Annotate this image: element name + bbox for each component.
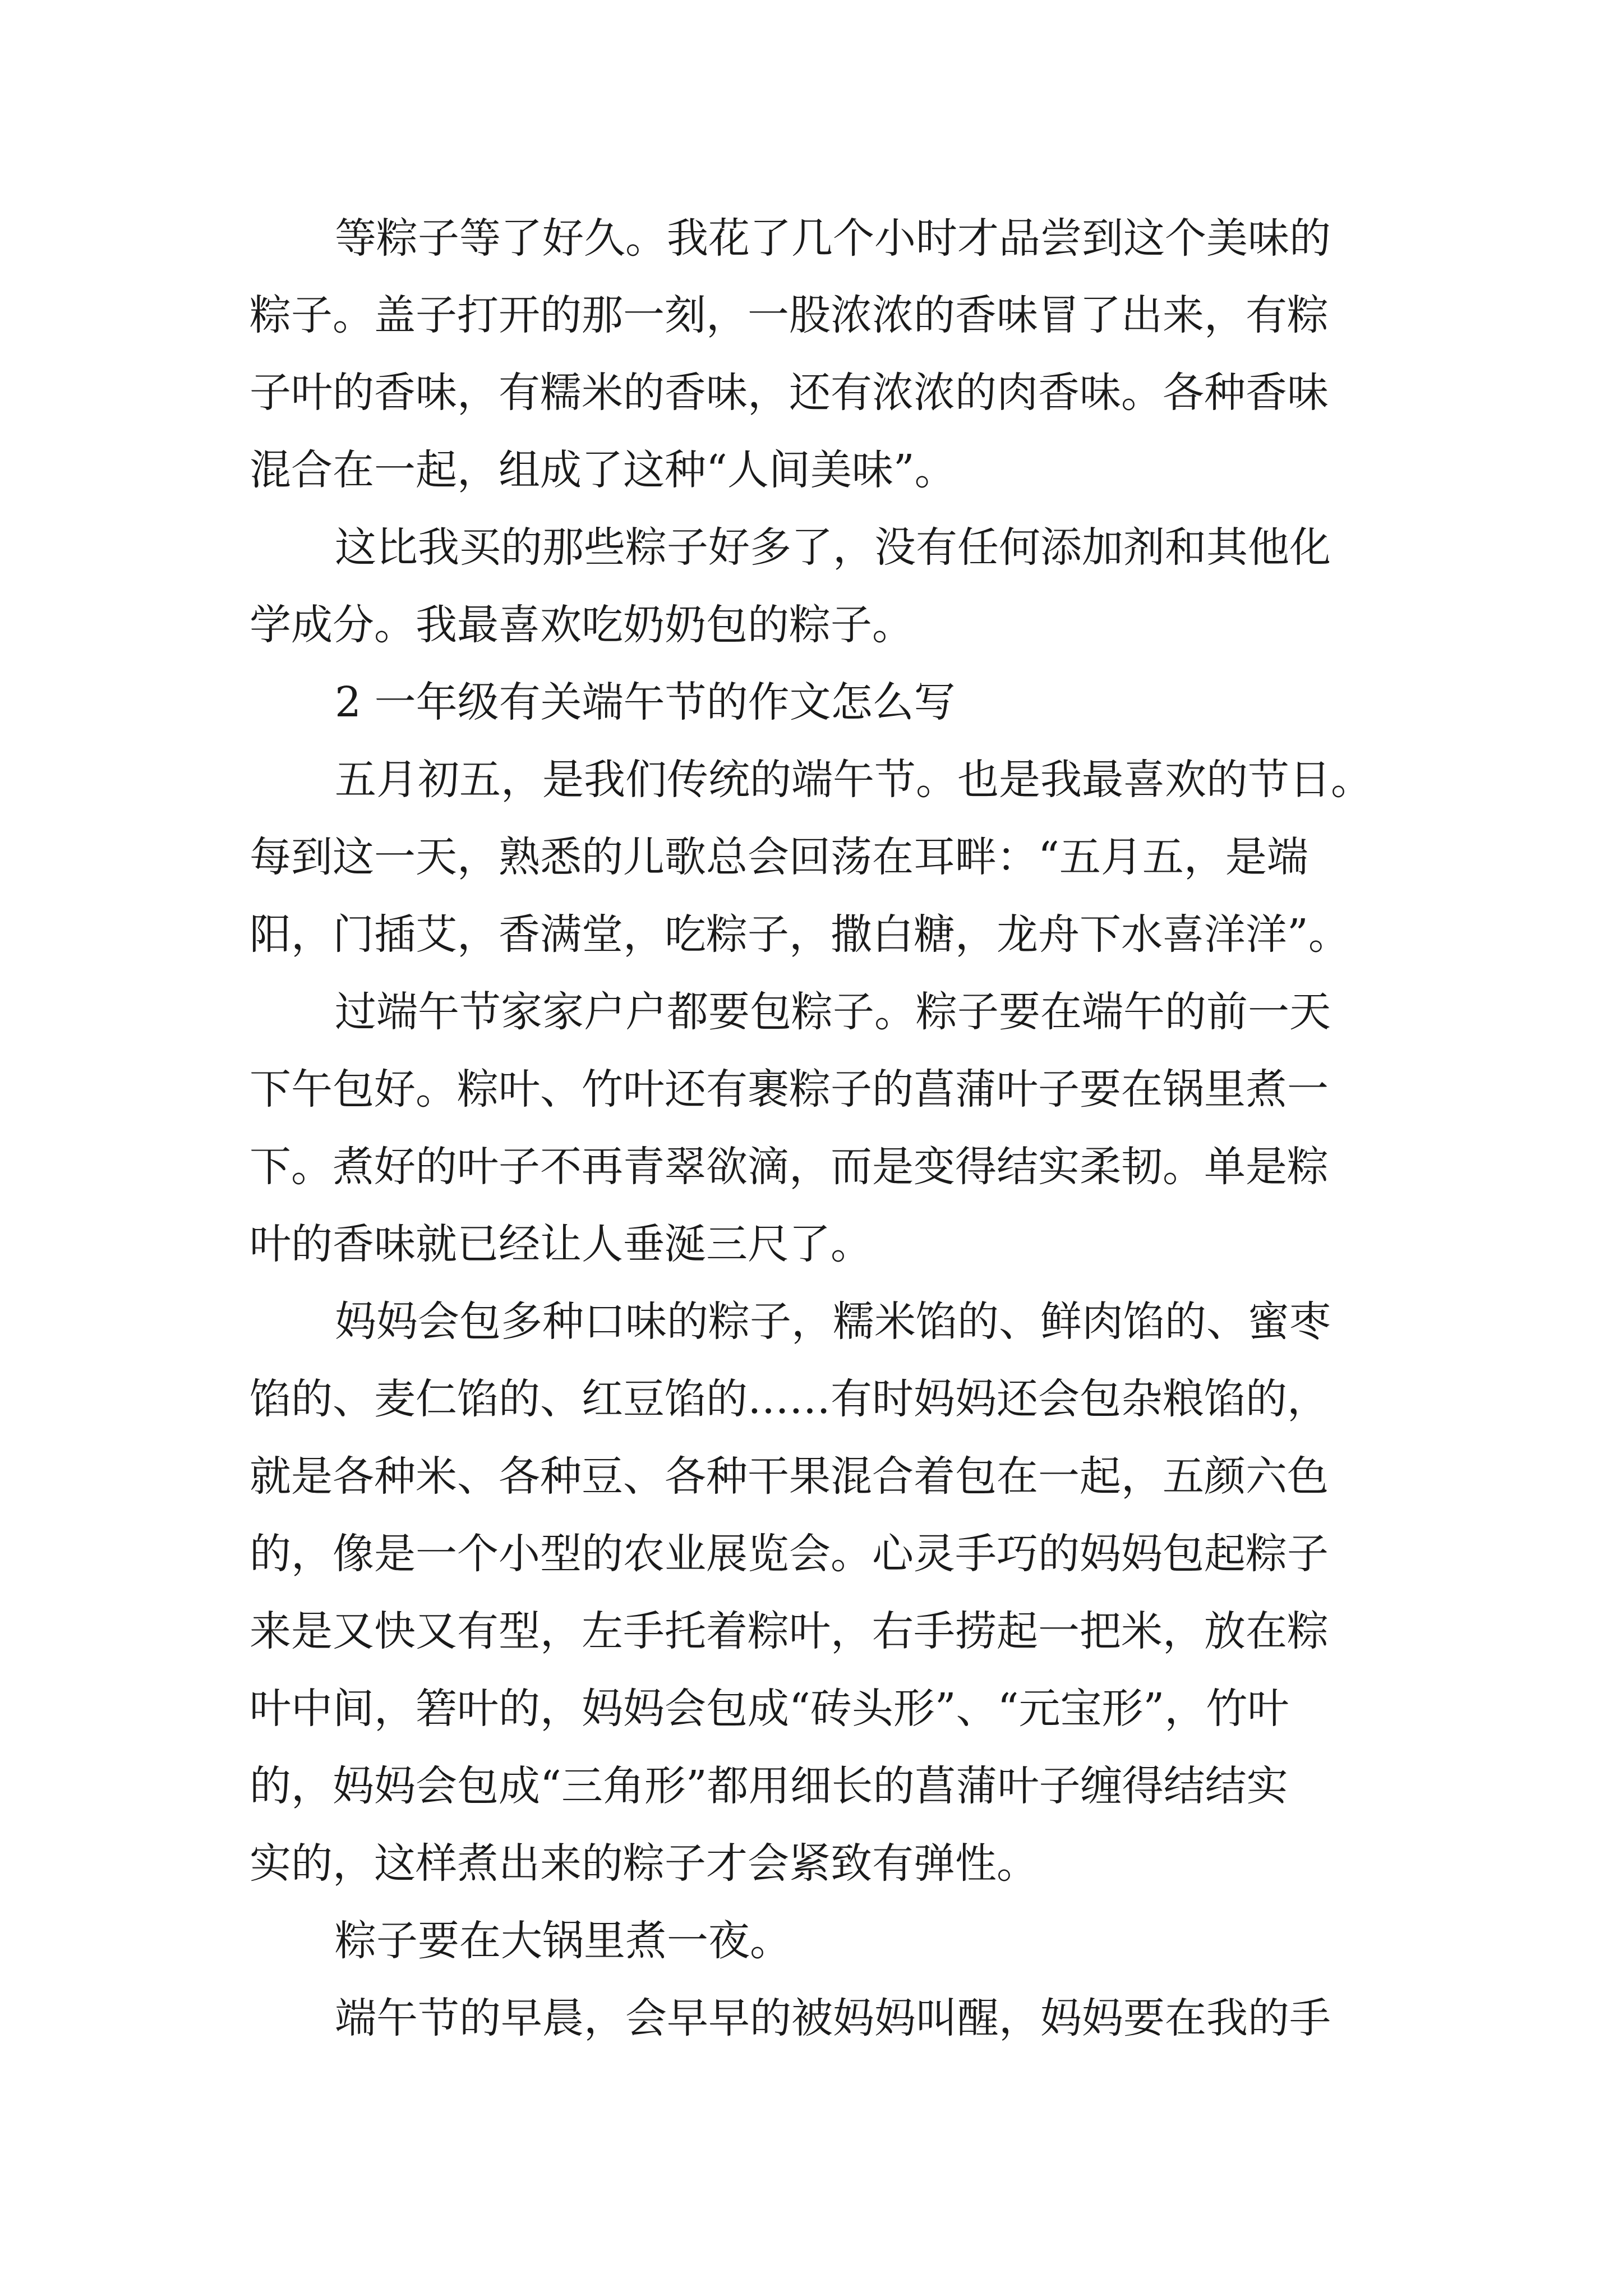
text-line: 每到这一天，熟悉的儿歌总会回荡在耳畔：“五月五，是端 — [250, 833, 1308, 881]
text-line: 学成分。我最喜欢吃奶奶包的粽子。 — [250, 601, 914, 649]
text-line: 的，像是一个小型的农业展览会。心灵手巧的妈妈包起粽子 — [250, 1530, 1329, 1578]
text-line: 过端午节家家户户都要包粽子。粽子要在端午的前一天 — [335, 988, 1331, 1036]
text-line: 等粽子等了好久。我花了几个小时才品尝到这个美味的 — [335, 214, 1331, 263]
text-line: 阳，门插艾，香满堂，吃粽子，撒白糖，龙舟下水喜洋洋”。 — [250, 910, 1350, 959]
text-line: 下午包好。粽叶、竹叶还有裹粽子的菖蒲叶子要在锅里煮一 — [250, 1065, 1329, 1114]
text-line: 就是各种米、各种豆、各种干果混合着包在一起，五颜六色 — [250, 1452, 1329, 1501]
text-line: 妈妈会包多种口味的粽子，糯米馅的、鲜肉馅的、蜜枣 — [335, 1297, 1331, 1346]
text-line: 下。煮好的叶子不再青翠欲滴，而是变得结实柔韧。单是粽 — [250, 1143, 1329, 1191]
text-line: 五月初五，是我们传统的端午节。也是我最喜欢的节日。 — [335, 756, 1372, 804]
text-line: 粽子。盖子打开的那一刻，一股浓浓的香味冒了出来，有粽 — [250, 291, 1329, 339]
text-line: 子叶的香味，有糯米的香味，还有浓浓的肉香味。各种香味 — [250, 369, 1329, 417]
text-line: 馅的、麦仁馅的、红豆馅的……有时妈妈还会包杂粮馅的， — [250, 1375, 1329, 1423]
section-heading: 2 一年级有关端午节的作文怎么写 — [335, 678, 956, 726]
text-line: 叶中间，箬叶的，妈妈会包成“砖头形”、“元宝形”，竹叶 — [250, 1685, 1289, 1733]
text-line: 端午节的早晨，会早早的被妈妈叫醒，妈妈要在我的手 — [335, 1994, 1331, 2042]
text-line: 实的，这样煮出来的粽子才会紧致有弹性。 — [250, 1839, 1038, 1888]
text-line: 粽子要在大锅里煮一夜。 — [335, 1917, 791, 1965]
text-line: 的，妈妈会包成“三角形”都用细长的菖蒲叶子缠得结结实 — [250, 1762, 1288, 1810]
text-line: 混合在一起，组成了这种“人间美味”。 — [250, 446, 956, 494]
text-line: 这比我买的那些粽子好多了，没有任何添加剂和其他化 — [335, 523, 1331, 572]
text-line: 叶的香味就已经让人垂涎三尺了。 — [250, 1220, 872, 1268]
text-line: 来是又快又有型，左手托着粽叶，右手捞起一把米，放在粽 — [250, 1607, 1329, 1655]
